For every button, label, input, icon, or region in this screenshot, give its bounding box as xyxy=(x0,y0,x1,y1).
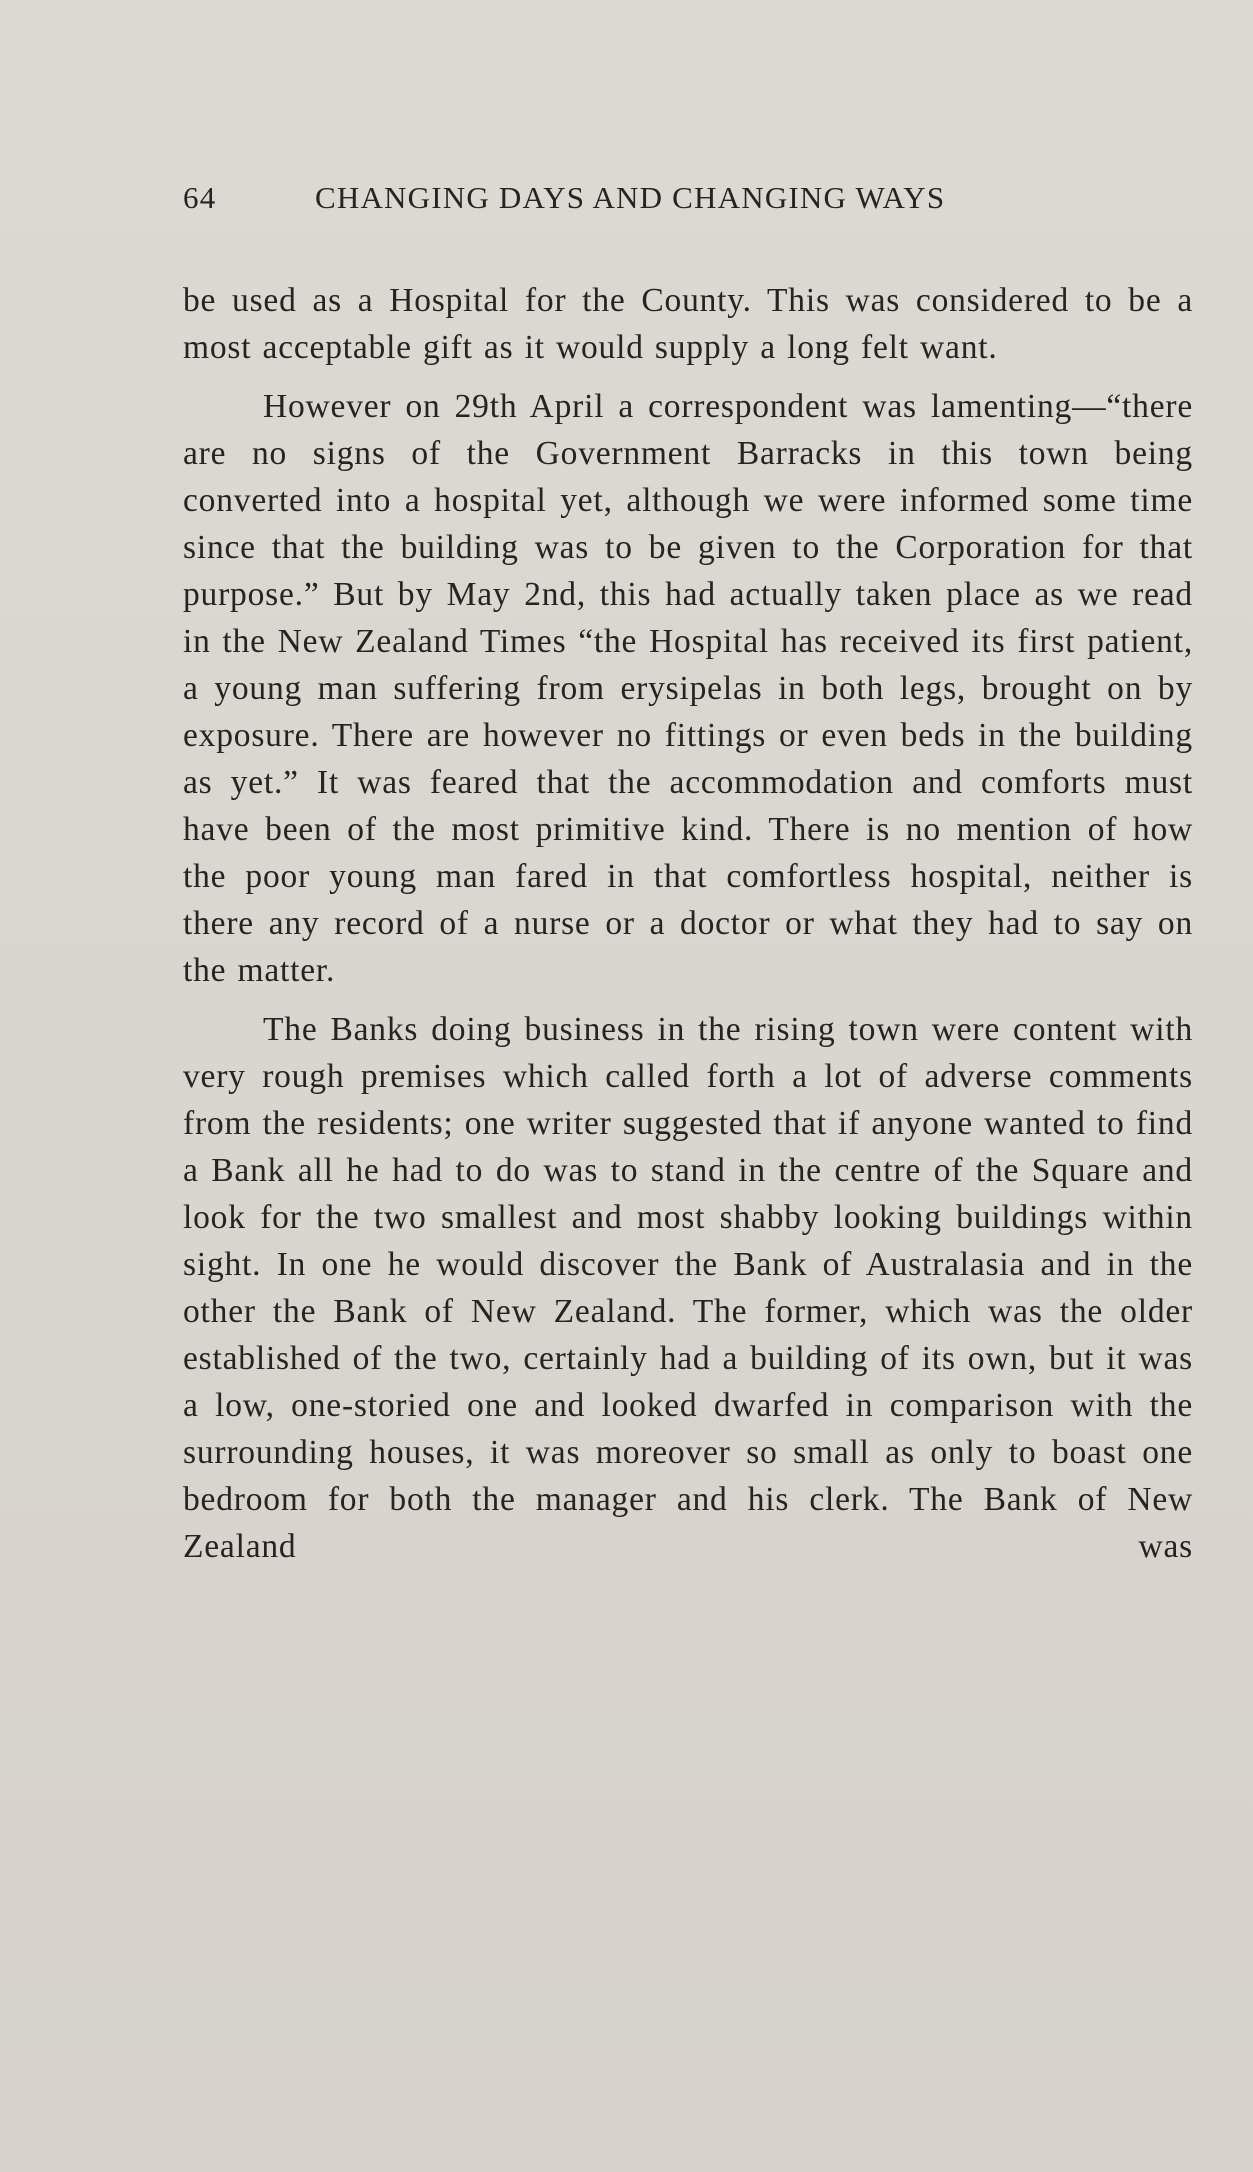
running-head xyxy=(183,180,1063,228)
body-text xyxy=(183,277,1193,1582)
paragraph-banks: The Banks doing business in the rising town were content with very rough premises which called forth a lot of adverse comments from the residents; one writer suggested that if anyone wanted to find a Bank all he had to do was to stand in the centre of the Square and look for the two smallest and most shabby looking buildings within sight. In one he would discover the Bank of Australasia and in the other the Bank of New Zealand. The former, which was the older established of the two, certainly had a building of its own, but it was a low, one-storied one and looked dwarfed in comparison with the surrounding houses, it was moreover so small as only to boast one bedroom for both the manager and his clerk. The Bank of New Zealand was xyxy=(183,1011,1193,1565)
paragraph-hospital-gift: be used as a Hospital for the County. This was considered to be a most acceptable gift as it would supply a long felt want. xyxy=(183,282,1193,366)
page-number: 64 xyxy=(183,180,217,215)
paragraph-first-patient: However on 29th April a correspondent was lamenting—“there are no signs of the Government Barracks in this town being converted into a hospital yet, although we were informed some time since that the building was to be given to the Corporation for that purpose.” But by May 2nd, this had actually taken place as we read in the New Zealand Times “the Hospital has received its first patient, a young man suffering from erysipelas in both legs, brought on by exposure. There are however no fittings or even beds in the building as yet.” It was feared that the accommodation and comforts must have been of the most primitive kind. There is no mention of how the poor young man fared in that comfortless hospital, neither is there any record of a nurse or a doctor or what they had to say on the matter. xyxy=(183,388,1193,989)
running-title: CHANGING DAYS AND CHANGING WAYS xyxy=(315,180,946,215)
